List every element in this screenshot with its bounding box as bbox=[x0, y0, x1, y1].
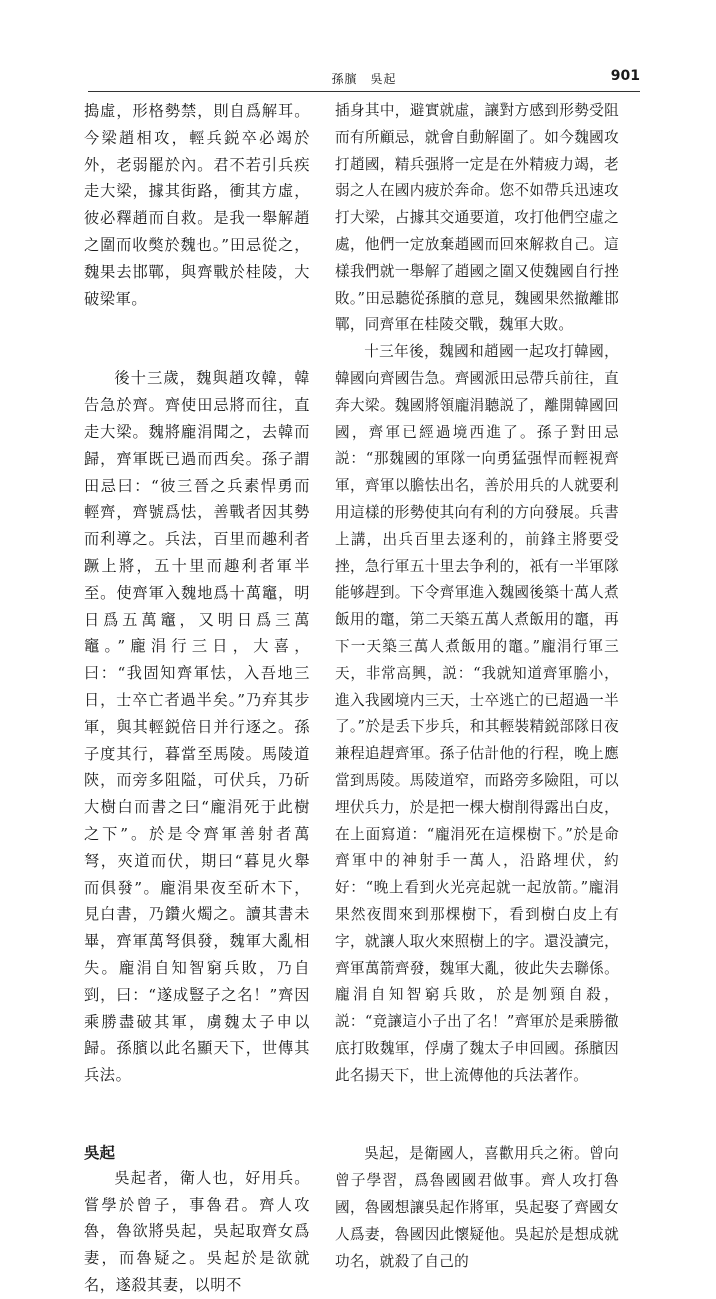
page-number: 901 bbox=[610, 68, 640, 84]
section-heading: 吳起 bbox=[84, 1143, 116, 1162]
original-paragraph-3: 吳起者，衛人也，好用兵。嘗學於曾子，事魯君。齊人攻魯，魯欲將吳起，吳起取齊女爲妻，而魯疑之。吳起於是欲就名，遂殺其妻，以明不 bbox=[84, 1168, 310, 1295]
translation-column bbox=[335, 98, 619, 1275]
original-paragraph-2: 後十三歲，魏與趙攻韓，韓告急於齊。齊使田忌將而往，直走大梁。魏將龐涓聞之，去韓而歸，齊軍既已過而西矣。孫子謂田忌曰：“彼三晉之兵素悍勇而輕齊，齊號爲怯，善戰者因其勢而利導之。兵法，百里而趣利者蹶上將，五十里而趣利者軍半至。使齊軍入魏地爲十萬竈，明日爲五萬竈，又明日爲三萬竈。”龐涓行三日，大喜，曰：“我固知齊軍怯，入吾地三日，士卒亡者過半矣。”乃弃其步軍，與其輕鋭倍日并行逐之。孫子度其行，暮當至馬陵。馬陵道陝，而旁多阻隘，可伏兵，乃斫大樹白而書之曰“龐涓死于此樹之下”。於是令齊軍善射者萬弩，夾道而伏，期曰“暮見火舉而俱發”。龐涓果夜至斫木下，見白書，乃鑽火燭之。讀其書未畢，齊軍萬弩俱發，魏軍大亂相失。龐涓自知智窮兵敗，乃自剄，曰：“遂成豎子之名！”齊因乘勝盡破其軍，虜魏太子申以歸。孫臏以此名顯天下，世傳其兵法。 bbox=[84, 369, 310, 1085]
header-divider bbox=[88, 91, 640, 92]
translation-paragraph-3: 吳起，是衛國人，喜歡用兵之術。曾向曾子學習，爲魯國國君做事。齊人攻打魯國，魯國想讓吳起作將軍，吳起娶了齊國女人爲妻，魯國因此懷疑他。吳起於是想成就功名，就殺了自己的 bbox=[335, 1145, 619, 1270]
translation-paragraph-2: 十三年後，魏國和趙國一起攻打韓國，韓國向齊國告急。齊國派田忌帶兵前往，直奔大梁。魏國將領龐涓聽説了，離開韓國回國，齊軍已經過境西進了。孫子對田忌説：“那魏國的軍隊一向勇猛强悍而輕視齊軍，齊軍以膽怯出名，善於用兵的人就要利用這樣的形勢使其向有利的方向發展。兵書上講，出兵百里去逐利的，前鋒主將要受挫，急行軍五十里去争利的，祇有一半軍隊能够趕到。下令齊軍進入魏國後築十萬人煮飯用的竈，第二天築五萬人煮飯用的竈，再下一天築三萬人煮飯用的竈。”龐涓行軍三天，非常高興，説：“我就知道齊軍膽小，進入我國境内三天，士卒逃亡的已超過一半了。”於是丢下步兵，和其輕裝精鋭部隊日夜兼程追趕齊軍。孫子估計他的行程，晚上應當到馬陵。馬陵道窄，而路旁多險阻，可以埋伏兵力，於是把一棵大樹削得露出白皮，在上面寫道：“龐涓死在這棵樹下。”於是命齊軍中的神射手一萬人，沿路埋伏，約好：“晚上看到火光亮起就一起放箭。”龐涓果然夜間來到那棵樹下，看到樹白皮上有字，就讓人取火來照樹上的字。還没讀完，齊軍萬箭齊發，魏軍大亂，彼此失去聯係。龐涓自知智窮兵敗，於是刎頸自殺，説：“竟讓這小子出了名！”齊軍於是乘勝徹底打敗魏軍，俘虜了魏太子申回國。孫臏因此名揚天下，世上流傳他的兵法著作。 bbox=[335, 343, 619, 1084]
original-text-column bbox=[84, 98, 310, 1299]
translation-paragraph-1: 插身其中，避實就虛，讓對方感到形勢受阻而有所顧忌，就會自動解圍了。如今魏國攻打趙國，精兵强將一定是在外精疲力竭，老弱之人在國内疲於奔命。您不如帶兵迅速攻打大梁，占據其交通要道，攻打他們空虛之處，他們一定放棄趙國而回來解救自己。這樣我們就一舉解了趙國之圍又使魏國自行挫敗。”田忌聽從孫臏的意見，魏國果然撤離邯鄲，同齊軍在桂陵交戰，魏軍大敗。 bbox=[335, 102, 619, 334]
running-header-title: 孫臏 吳起 bbox=[331, 72, 397, 86]
running-header bbox=[88, 70, 640, 92]
original-paragraph-1: 搗虛，形格勢禁，則自爲解耳。今梁趙相攻，輕兵鋭卒必竭於外，老弱罷於內。君不若引兵疾走大梁，據其街路，衝其方虛，彼必釋趙而自救。是我一舉解趙之圍而收獘於魏也。”田忌從之，魏果去邯鄲，與齊戰於桂陵，大破梁軍。 bbox=[84, 102, 310, 308]
